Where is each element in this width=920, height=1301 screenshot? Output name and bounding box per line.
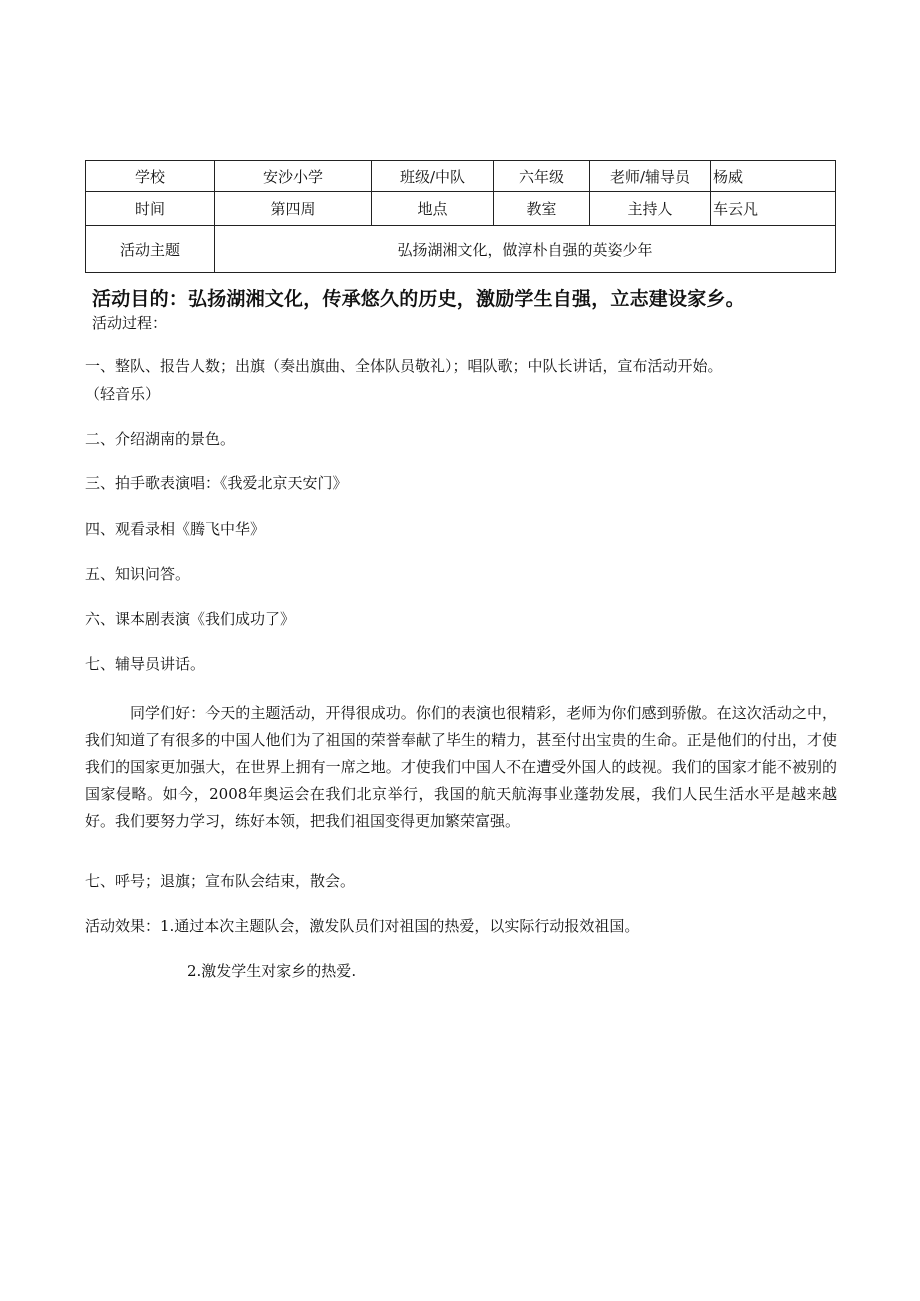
step-2: 二、介绍湖南的景色。	[85, 430, 236, 448]
step-3: 三、拍手歌表演唱：《我爱北京天安门》	[85, 474, 348, 492]
activity-purpose: 活动目的：弘扬湖湘文化，传承悠久的历史，激励学生自强，立志建设家乡。	[92, 288, 745, 310]
time-label: 时间	[86, 192, 215, 226]
step-5: 五、知识问答。	[85, 565, 191, 583]
process-label: 活动过程：	[92, 314, 168, 332]
school-value: 安沙小学	[215, 161, 372, 192]
step-6: 六、课本剧表演《我们成功了》	[85, 610, 296, 628]
place-label: 地点	[372, 192, 494, 226]
theme-label: 活动主题	[86, 226, 215, 273]
class-label: 班级/中队	[372, 161, 494, 192]
host-label: 主持人	[590, 192, 711, 226]
theme-value: 弘扬湖湘文化，做淳朴自强的英姿少年	[215, 226, 836, 273]
effect-line-1: 活动效果：1.通过本次主题队会，激发队员们对祖国的热爱，以实际行动报效祖国。	[85, 917, 640, 935]
time-value: 第四周	[215, 192, 372, 226]
step-4: 四、观看录相《腾飞中华》	[85, 520, 266, 538]
school-label: 学校	[86, 161, 215, 192]
step-1-line-1: 一、整队、报告人数；出旗（奏出旗曲、全体队员敬礼）；唱队歌；中队长讲话，宣布活动开始。	[85, 357, 723, 375]
table-row	[86, 161, 836, 192]
effect-line-2: 2.激发学生对家乡的热爱.	[187, 962, 357, 980]
step-1-line-2: （轻音乐）	[85, 385, 161, 403]
activity-info-table	[85, 160, 836, 273]
host-value: 车云凡	[711, 192, 836, 226]
step-7: 七、辅导员讲话。	[85, 655, 206, 673]
closing-step: 七、呼号；退旗；宣布队会结束，散会。	[85, 872, 356, 890]
counselor-speech: 同学们好：今天的主题活动，开得很成功。你们的表演也很精彩，老师为你们感到骄傲。在这次活动之中，我们知道了有很多的中国人他们为了祖国的荣誉奉献了毕生的精力，甚至付出宝贵的生命。正是他们的付出，才使我们的国家更加强大，在世界上拥有一席之地。才使我们中国人不在遭受外国人的歧视。我们的国家才能不被别的国家侵略。如今，2008年奥运会在我们北京举行，我国的航天航海事业蓬勃发展，我们人民生活水平是越来越好。我们要努力学习，练好本领，把我们祖国变得更加繁荣富强。	[85, 704, 837, 830]
table-row	[86, 226, 836, 273]
place-value: 教室	[494, 192, 590, 226]
teacher-value: 杨威	[711, 161, 836, 192]
class-value: 六年级	[494, 161, 590, 192]
teacher-label: 老师/辅导员	[590, 161, 711, 192]
table-row	[86, 192, 836, 226]
